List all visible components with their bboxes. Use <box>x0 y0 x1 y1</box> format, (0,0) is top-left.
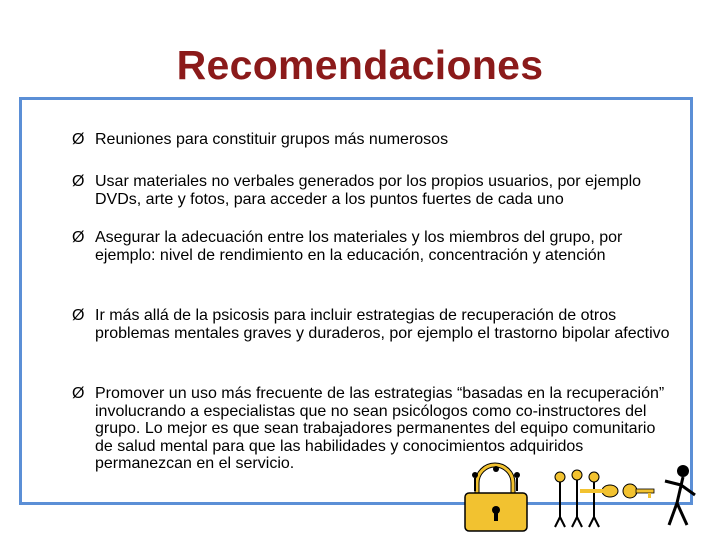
keys-people-icon <box>555 470 618 527</box>
bullet-item <box>72 131 672 149</box>
arrow-bullet-icon: Ø <box>72 385 85 402</box>
arrow-bullet-icon: Ø <box>72 131 85 148</box>
padlock-people-icon <box>465 465 527 531</box>
arrow-bullet-icon: Ø <box>72 173 85 190</box>
bullet-item <box>72 173 672 208</box>
arrow-bullet-icon: Ø <box>72 307 85 324</box>
key-icon <box>623 484 654 498</box>
clipart <box>455 455 700 535</box>
bullet-text: Reuniones para constituir grupos más numerosos <box>95 131 449 148</box>
arrow-bullet-icon: Ø <box>72 229 85 246</box>
bullet-item <box>72 229 672 264</box>
slide-title: Recomendaciones <box>176 42 544 88</box>
bullet-item <box>72 307 672 342</box>
bullet-text: Asegurar la adecuación entre los materiales y los miembros del grupo, por ejemplo: nivel de rendimiento en la educación, concentración y atención <box>95 229 623 264</box>
bullet-text: Ir más allá de la psicosis para incluir estrategias de recuperación de otros problemas mentales graves y duraderos, por ejemplo el trastorno bipolar afectivo <box>95 307 670 342</box>
bullet-text: Usar materiales no verbales generados por los propios usuarios, por ejemplo DVDs, arte y fotos, para acceder a los puntos fuertes de cada uno <box>95 173 642 208</box>
stick-figure-icon <box>665 465 695 525</box>
bullet-text: Promover un uso más frecuente de las estrategias “basadas en la recuperación” involucrando a especialistas que no sean psicólogos como co-instructores del grupo. Lo mejor es que sean trabajadores permanentes del equipo comunitario de salud mental para que las habilidades y conocimientos adquiridos permanezcan en el servicio. <box>95 385 665 472</box>
